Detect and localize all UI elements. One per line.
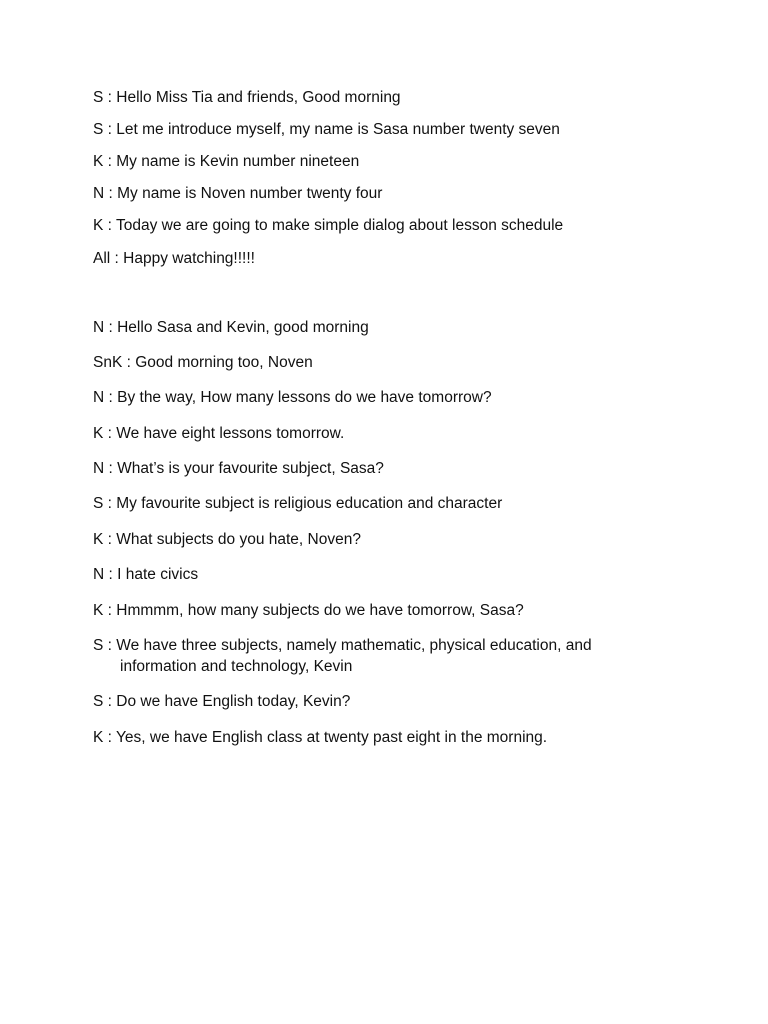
dialog-line: N : I hate civics xyxy=(93,566,199,583)
dialog-line: K : What subjects do you hate, Noven? xyxy=(93,531,361,548)
dialog-line: SnK : Good morning too, Noven xyxy=(93,354,313,371)
dialog-line: K : Hmmmm, how many subjects do we have tomorrow, Sasa? xyxy=(93,602,524,619)
intro-line: S : Let me introduce myself, my name is Sasa number twenty seven xyxy=(93,121,560,138)
dialog-line: S : Do we have English today, Kevin? xyxy=(93,693,351,710)
dialog-line: K : We have eight lessons tomorrow. xyxy=(93,425,345,442)
dialog-line: S : My favourite subject is religious education and character xyxy=(93,495,503,512)
intro-line: K : Today we are going to make simple dialog about lesson schedule xyxy=(93,217,564,234)
dialog-line: N : Hello Sasa and Kevin, good morning xyxy=(93,319,369,336)
dialog-line: N : By the way, How many lessons do we have tomorrow? xyxy=(93,389,492,406)
dialog-line: K : Yes, we have English class at twenty past eight in the morning. xyxy=(93,729,548,746)
intro-line: All : Happy watching!!!!! xyxy=(93,250,255,267)
intro-line: K : My name is Kevin number nineteen xyxy=(93,153,360,170)
intro-line: S : Hello Miss Tia and friends, Good morning xyxy=(93,89,401,106)
dialog-line-continuation: information and technology, Kevin xyxy=(120,658,353,675)
dialog-line: N : What’s is your favourite subject, Sasa? xyxy=(93,460,384,477)
dialog-line: S : We have three subjects, namely mathematic, physical education, and xyxy=(93,637,592,654)
intro-line: N : My name is Noven number twenty four xyxy=(93,185,383,202)
